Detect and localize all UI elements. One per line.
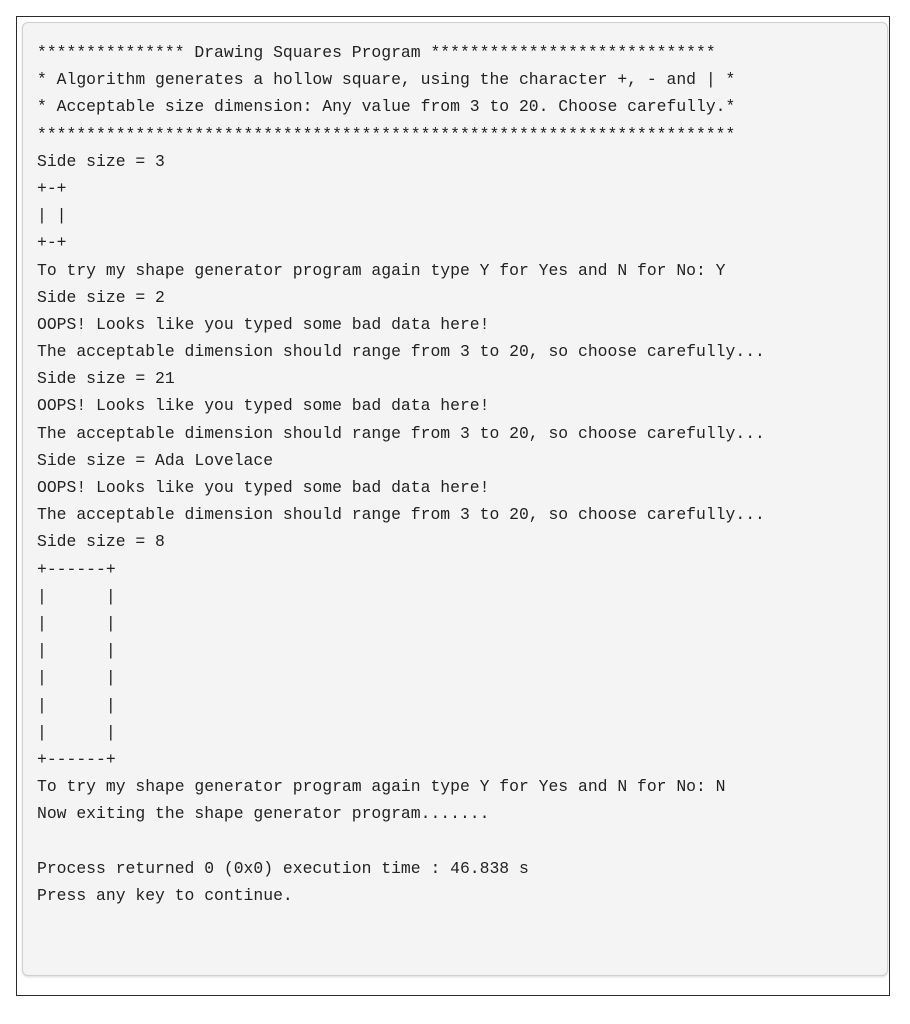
console-line: *********************************************************************** xyxy=(37,124,736,144)
console-line: To try my shape generator program again type Y for Yes and N for No: N xyxy=(37,777,726,797)
console-line: * Algorithm generates a hollow square, using the character +, - and | * xyxy=(37,70,736,90)
console-line: The acceptable dimension should range from 3 to 20, so choose carefully... xyxy=(37,342,765,362)
console-line: | | xyxy=(37,668,116,688)
console-output-panel xyxy=(22,22,888,976)
console-line: | | xyxy=(37,206,67,226)
console-line: +-+ xyxy=(37,233,67,253)
console-line: Side size = 21 xyxy=(37,369,175,389)
console-line: OOPS! Looks like you typed some bad data here! xyxy=(37,396,490,416)
console-line: | | xyxy=(37,613,116,633)
console-line: Process returned 0 (0x0) execution time : 46.838 s xyxy=(37,858,529,878)
console-line: OOPS! Looks like you typed some bad data here! xyxy=(37,478,490,497)
console-line: +------+ xyxy=(37,559,116,579)
console-line: The acceptable dimension should range from 3 to 20, so choose carefully... xyxy=(37,423,765,443)
console-line: Side size = 2 xyxy=(37,287,165,307)
console-line xyxy=(37,827,887,854)
console-line: | | xyxy=(37,695,116,715)
console-line: Side size = 8 xyxy=(37,532,165,552)
console-line: Now exiting the shape generator program....... xyxy=(37,804,490,824)
console-line: | | xyxy=(37,586,116,606)
console-line: | | xyxy=(37,641,116,661)
console-line: To try my shape generator program again type Y for Yes and N for No: Y xyxy=(37,260,726,280)
console-line: The acceptable dimension should range from 3 to 20, so choose carefully... xyxy=(37,505,765,525)
console-line: | | xyxy=(37,722,116,742)
console-line: *************** Drawing Squares Program ***************************** xyxy=(37,43,716,62)
console-line: Side size = 3 xyxy=(37,151,165,171)
console-line: Press any key to continue. xyxy=(37,885,293,905)
console-line: * Acceptable size dimension: Any value from 3 to 20. Choose carefully.* xyxy=(37,97,736,117)
console-line: Side size = Ada Lovelace xyxy=(37,450,274,470)
console-line: OOPS! Looks like you typed some bad data here! xyxy=(37,314,490,334)
console-line: +-+ xyxy=(37,178,67,198)
console-line: +------+ xyxy=(37,749,116,769)
